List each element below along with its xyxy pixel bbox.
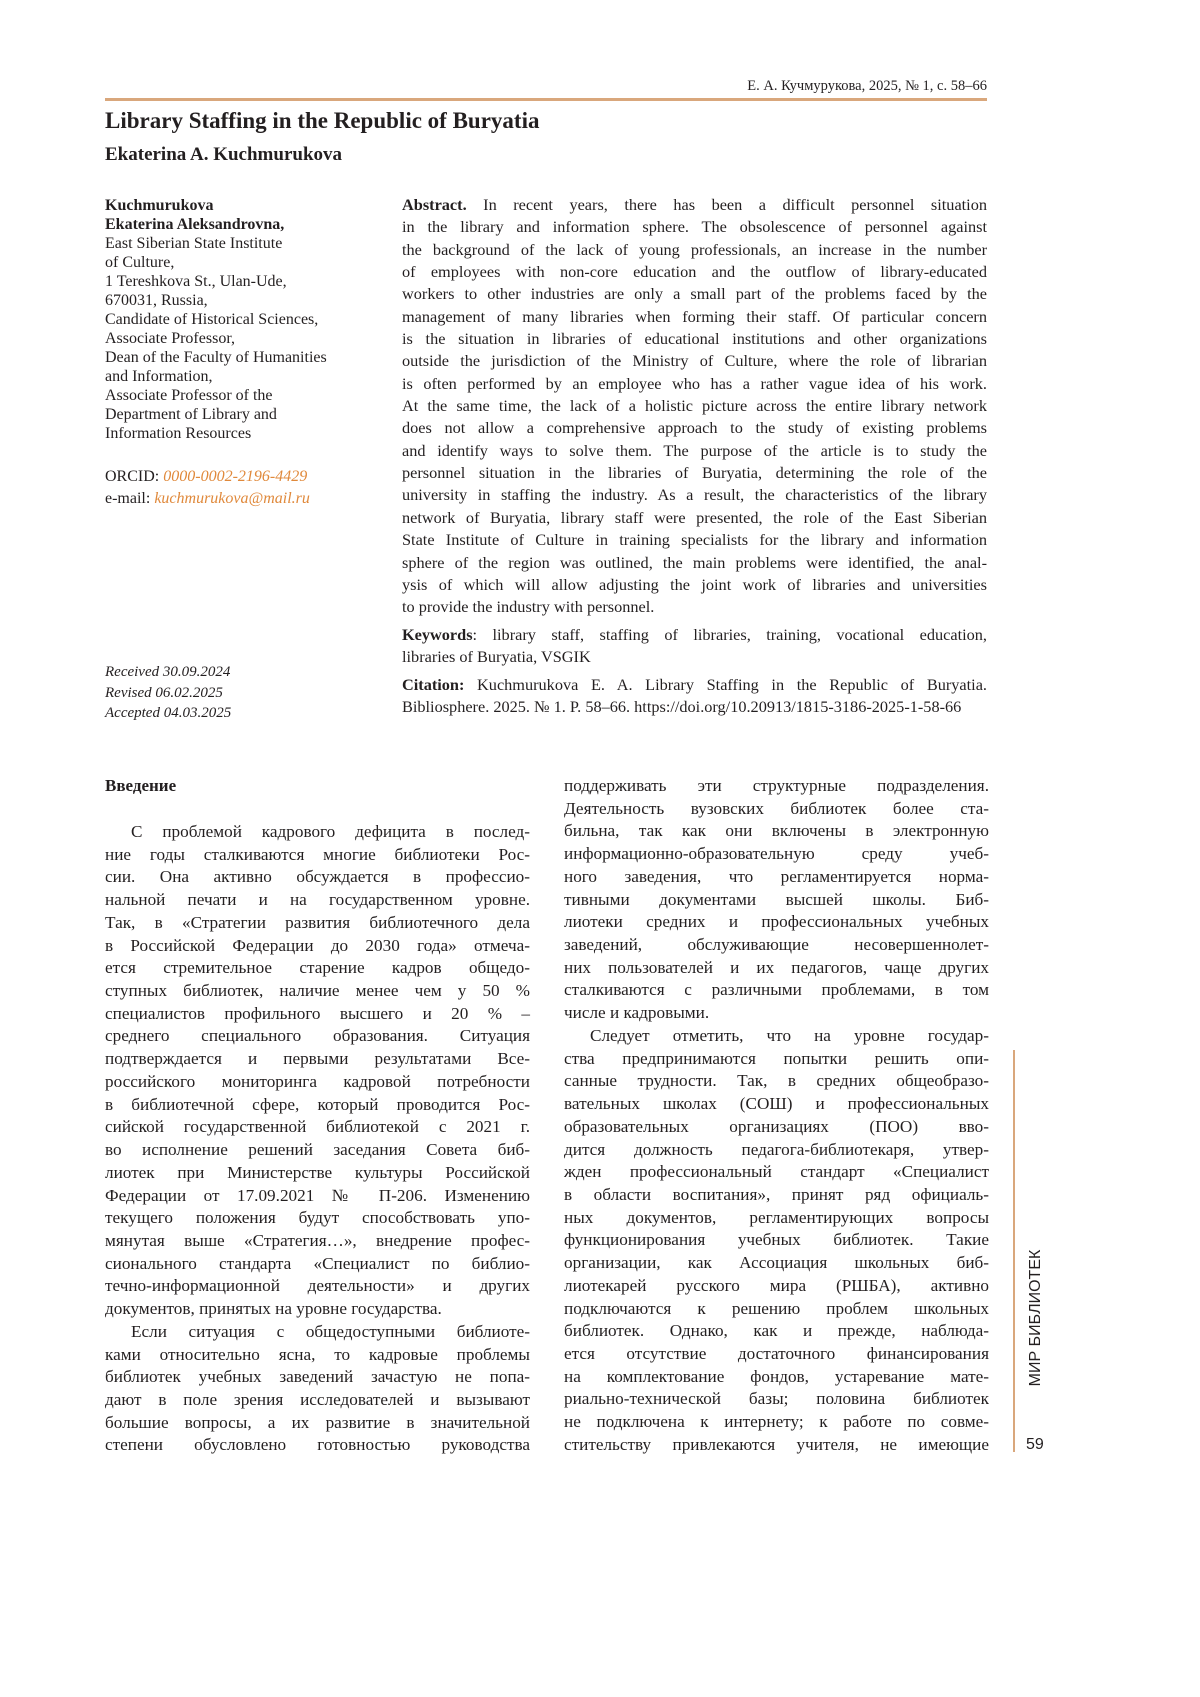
orcid-link[interactable]: 0000-0002-2196-4429 (163, 468, 307, 485)
body-line: ками относительно ясна, то кадровые проблемы (105, 1344, 530, 1367)
abstract-line: university in staffing the industry. As a result, the characteristics of the library (402, 484, 987, 506)
section-heading: Введение (105, 776, 176, 796)
author-identifiers (105, 466, 310, 510)
body-line: во исполнение решений заседания Совета биб- (105, 1139, 530, 1162)
body-line: лиотекарей русского мира (РШБА), активно (564, 1275, 989, 1298)
abstract-text: In recent years, there has been a difficult personnel situation (467, 195, 987, 214)
body-line: не подключена к интернету; к работе по совме- (564, 1411, 989, 1434)
body-line: документов, принятых на уровне государства. (105, 1298, 530, 1321)
body-line: на комплектование фондов, устаревание мате- (564, 1366, 989, 1389)
abstract-line: is often performed by an employee who has a rather vague idea of his work. (402, 373, 987, 395)
keywords-label: Keywords (402, 625, 473, 644)
body-line: дают в поле зрения исследователей и вызывают (105, 1389, 530, 1412)
author-info-line: Associate Professor of the (105, 386, 327, 405)
body-line: поддерживать эти структурные подразделения. (564, 775, 989, 798)
body-line: Деятельность вузовских библиотек более ста- (564, 798, 989, 821)
email-label: e-mail: (105, 490, 154, 507)
body-line: ние годы сталкиваются многие библиотеки Рос- (105, 844, 530, 867)
citation-text: Kuchmurukova E. A. Library Staffing in the Republic of Buryatia. (464, 675, 987, 694)
page-number: 59 (1026, 1436, 1044, 1454)
sidebar-rule (1013, 1050, 1015, 1452)
author-info-line: Information Resources (105, 424, 327, 443)
keywords-line: libraries of Buryatia, VSGIK (402, 646, 987, 668)
body-line: нальной печати и на государственном уровне. (105, 889, 530, 912)
body-line: лиотек при Министерстве культуры Российской (105, 1162, 530, 1185)
body-line: подключаются к решению проблем школьных (564, 1298, 989, 1321)
body-line: текущего положения будут способствовать упо- (105, 1207, 530, 1230)
body-line: большие вопросы, а их развитие в значительной (105, 1412, 530, 1435)
abstract-line: management of many libraries when forming their staff. Of particular concern (402, 306, 987, 328)
body-line: Следует отметить, что на уровне государ- (564, 1025, 989, 1048)
body-line: российского мониторинга кадровой потребности (105, 1071, 530, 1094)
body-line: в области воспитания», принят ряд официаль- (564, 1184, 989, 1207)
article-title: Library Staffing in the Republic of Buryatia (105, 108, 539, 134)
author-info-line: and Information, (105, 367, 327, 386)
body-column-right (564, 775, 989, 1457)
citation (402, 674, 987, 718)
orcid-line (105, 466, 310, 488)
body-line: ного заведения, что регламентируется норма- (564, 866, 989, 889)
abstract-line: is the situation in libraries of educational institutions and other organizations (402, 328, 987, 350)
body-line: заведений, обслуживающие несовершеннолет- (564, 934, 989, 957)
body-column-left (105, 821, 530, 1457)
abstract (402, 194, 987, 619)
header-rule (105, 98, 987, 101)
abstract-line: State Institute of Culture in training specialists for the library and information (402, 529, 987, 551)
citation-line: Bibliosphere. 2025. № 1. P. 58–66. https://doi.org/10.20913/1815-3186-2025-1-58-66 (402, 696, 987, 718)
body-line: ных документов, регламентирующих вопросы (564, 1207, 989, 1230)
body-line: среднего специального образования. Ситуация (105, 1025, 530, 1048)
body-line: мянутая выше «Стратегия…», внедрение профес- (105, 1230, 530, 1253)
author-info (105, 196, 327, 443)
body-line: ется отсутствие достаточного финансирования (564, 1343, 989, 1366)
keywords (402, 624, 987, 668)
body-line: ступных библиотек, наличие менее чем у 50 % (105, 980, 530, 1003)
body-line: ства предпринимаются попытки решить опи- (564, 1048, 989, 1071)
abstract-line: and identify ways to solve them. The purpose of the article is to study the (402, 440, 987, 462)
body-line: дится должность педагога-библиотекаря, утвер- (564, 1139, 989, 1162)
abstract-label: Abstract. (402, 195, 467, 214)
body-line: ется стремительное старение кадров общедо- (105, 957, 530, 980)
body-line: санные трудности. Так, в средних общеобразо- (564, 1070, 989, 1093)
keywords-text: : library staff, staffing of libraries, training, vocational education, (473, 625, 987, 644)
abstract-line: in the library and information sphere. The obsolescence of personnel against (402, 216, 987, 238)
abstract-line: sphere of the region was outlined, the main problems were identified, the anal- (402, 552, 987, 574)
citation-line (402, 674, 987, 696)
received-date: Received 30.09.2024 (105, 662, 231, 683)
body-line: жден профессиональный стандарт «Специалист (564, 1161, 989, 1184)
abstract-line: of employees with non-core education and the outflow of library-educated (402, 261, 987, 283)
keywords-line (402, 624, 987, 646)
author-info-line: Candidate of Historical Sciences, (105, 310, 327, 329)
body-line: информационно-образовательную среду учеб- (564, 843, 989, 866)
author-given-names: Ekaterina Aleksandrovna, (105, 215, 327, 234)
citation-label: Citation: (402, 675, 464, 694)
abstract-line (402, 194, 987, 216)
body-line: С проблемой кадрового дефицита в послед- (105, 821, 530, 844)
body-line: Федерации от 17.09.2021 № П-206. Изменению (105, 1185, 530, 1208)
author-info-line: 1 Tereshkova St., Ulan-Ude, (105, 272, 327, 291)
abstract-line: At the same time, the lack of a holistic picture across the entire library network (402, 395, 987, 417)
journal-name: МИР БИБЛИОТЕК (1027, 1250, 1045, 1387)
body-line: стительству привлекаются учителя, не имеющие (564, 1434, 989, 1457)
author-surname: Kuchmurukova (105, 196, 327, 215)
author-info-line: of Culture, (105, 253, 327, 272)
body-line: в Российской Федерации до 2030 года» отмеча- (105, 935, 530, 958)
body-line: Если ситуация с общедоступными библиоте- (105, 1321, 530, 1344)
author-info-line: East Siberian State Institute (105, 234, 327, 253)
body-line: риально-технической базы; половина библиотек (564, 1388, 989, 1411)
running-head: Е. А. Кучмурукова, 2025, № 1, с. 58–66 (747, 78, 987, 95)
article-author: Ekaterina A. Kuchmurukova (105, 144, 342, 166)
author-info-line: Associate Professor, (105, 329, 327, 348)
body-line: бильна, так как они включены в электронную (564, 820, 989, 843)
body-line: Так, в «Стратегии развития библиотечного дела (105, 912, 530, 935)
abstract-line: ysis of which will allow adjusting the joint work of libraries and universities (402, 574, 987, 596)
body-line: сии. Она активно обсуждается в профессио- (105, 866, 530, 889)
orcid-label: ORCID: (105, 468, 163, 485)
body-line: вательных школах (СОШ) и профессиональных (564, 1093, 989, 1116)
accepted-date: Accepted 04.03.2025 (105, 703, 231, 724)
body-line: функционирования учебных библиотек. Такие (564, 1229, 989, 1252)
body-line: сийской государственной библиотекой с 2021 г. (105, 1116, 530, 1139)
abstract-line: to provide the industry with personnel. (402, 596, 987, 618)
abstract-line: does not allow a comprehensive approach to the study of existing problems (402, 417, 987, 439)
body-line: специалистов профильного высшего и 20 % – (105, 1003, 530, 1026)
body-line: степени обусловлено готовностью руководства (105, 1434, 530, 1457)
body-line: библиотек. Однако, как и прежде, наблюда- (564, 1320, 989, 1343)
body-line: тивными документами высшей школы. Биб- (564, 889, 989, 912)
body-line: течно-информационной деятельности» и других (105, 1275, 530, 1298)
article-dates (105, 662, 231, 724)
author-info-line: Dean of the Faculty of Humanities (105, 348, 327, 367)
abstract-line: personnel situation in the libraries of Buryatia, determining the role of the (402, 462, 987, 484)
body-line: сталкиваются с различными проблемами, в том (564, 979, 989, 1002)
body-line: библиотек учебных заведений зачастую не попа- (105, 1366, 530, 1389)
abstract-line: network of Buryatia, library staff were presented, the role of the East Siberian (402, 507, 987, 529)
abstract-line: outside the jurisdiction of the Ministry of Culture, where the role of librarian (402, 350, 987, 372)
email-line (105, 488, 310, 510)
abstract-line: the background of the lack of young professionals, an increase in the number (402, 239, 987, 261)
body-line: сионального стандарта «Специалист по библио- (105, 1253, 530, 1276)
revised-date: Revised 06.02.2025 (105, 683, 231, 704)
body-line: них пользователей и их педагогов, чаще других (564, 957, 989, 980)
author-info-line: Department of Library and (105, 405, 327, 424)
email-link[interactable]: kuchmurukova@mail.ru (154, 490, 310, 507)
author-info-line: 670031, Russia, (105, 291, 327, 310)
body-line: числе и кадровыми. (564, 1002, 989, 1025)
abstract-line: workers to other industries are only a small part of the problems faced by the (402, 283, 987, 305)
body-line: лиотеки средних и профессиональных учебных (564, 911, 989, 934)
body-line: организации, как Ассоциация школьных биб- (564, 1252, 989, 1275)
body-line: подтверждается и первыми результатами Все- (105, 1048, 530, 1071)
body-line: образовательных организациях (ПОО) вво- (564, 1116, 989, 1139)
body-line: в библиотечной сфере, который проводится Рос- (105, 1094, 530, 1117)
